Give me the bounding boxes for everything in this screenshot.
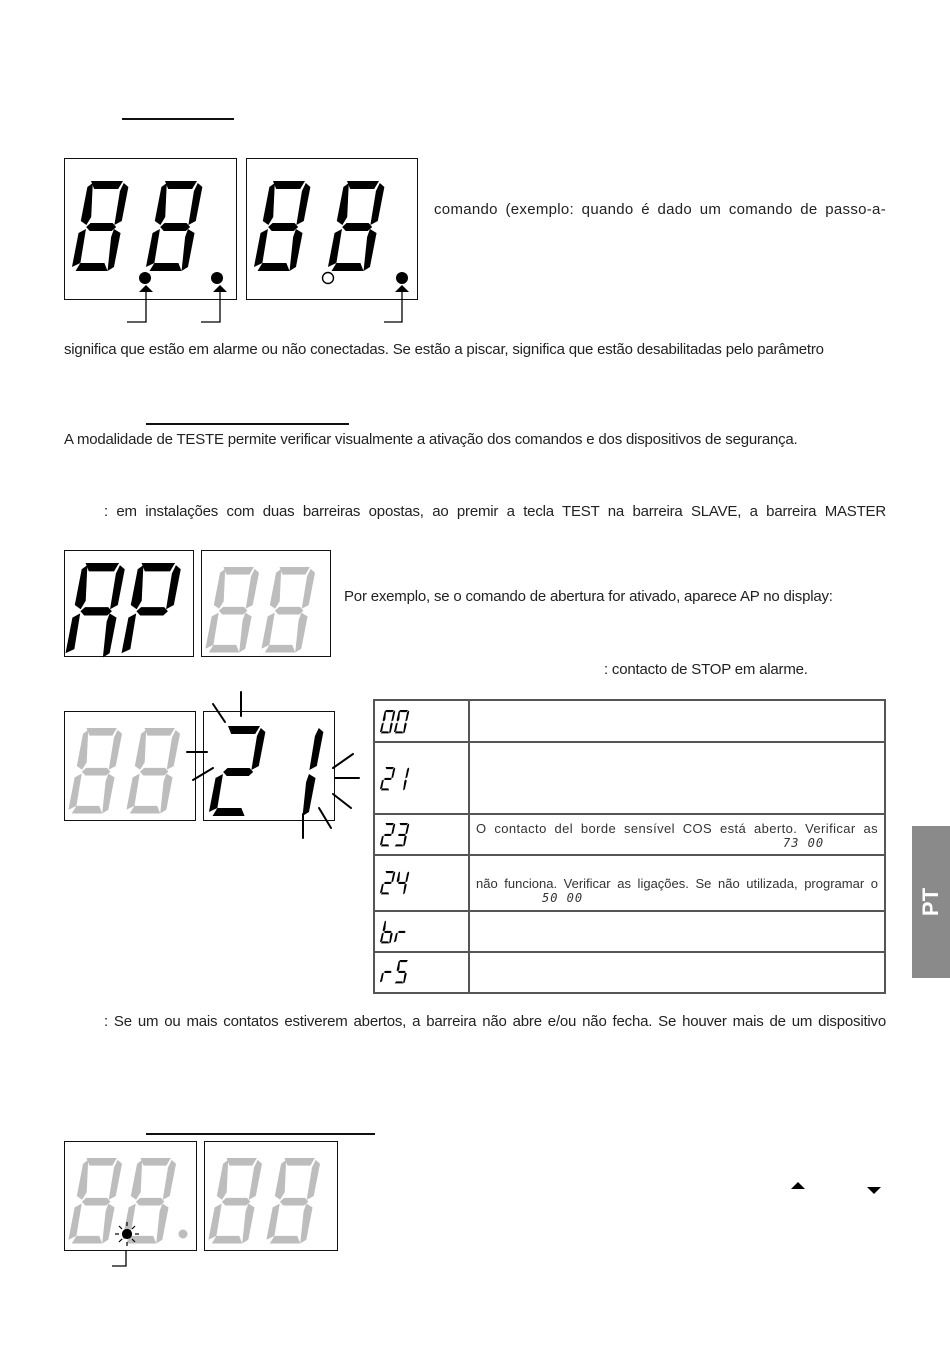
- desc-cell: [470, 912, 884, 951]
- code-cell: [375, 856, 470, 910]
- stop-alarm-text: : contacto de STOP em alarme.: [604, 661, 808, 678]
- section-3-heading-rule: [146, 1133, 375, 1135]
- digit-P: [122, 563, 182, 653]
- param-value: 73 00: [783, 836, 825, 850]
- desc-cell: [470, 856, 884, 910]
- table-row: [375, 815, 884, 856]
- digit-8-right: [328, 181, 385, 271]
- desc-cell: [470, 743, 884, 813]
- arrow-down-icon: [866, 1186, 882, 1196]
- inactive-display-panel-2: [64, 711, 196, 821]
- param-value: 50 00: [542, 891, 584, 905]
- language-tab-label: PT: [918, 887, 943, 917]
- table-row: [375, 701, 884, 743]
- test-intro-text: A modalidade de TESTE permite verificar visualmente a ativação dos comandos e dos dispositivos de segurança.: [64, 431, 798, 448]
- ap-display-panel: [64, 550, 194, 657]
- display-panel-right: [246, 158, 418, 300]
- code-cell: [375, 815, 470, 854]
- open-command-example-text: Por exemplo, se o comando de abertura for ativado, aparece AP no display:: [344, 588, 833, 605]
- alarm-codes-table: [373, 699, 886, 994]
- arrow-up-icon: [790, 1180, 806, 1190]
- desc-cell: [470, 815, 884, 854]
- table-row: [375, 912, 884, 953]
- table-row: [375, 743, 884, 815]
- code-cell: [375, 743, 470, 813]
- digit-A: [65, 563, 125, 658]
- display-panel-left: [64, 158, 237, 300]
- command-example-text: comando (exemplo: quando é dado um comando de passo-a-: [434, 201, 886, 218]
- digit-8-right: [146, 181, 203, 271]
- digit-8-left: [254, 181, 311, 271]
- desc-cell: [470, 701, 884, 741]
- inactive-display-panel: [201, 550, 331, 657]
- code-cell: [375, 701, 470, 741]
- contacts-note-text: : Se um ou mais contatos estiverem abertos, a barreira não abre e/ou não fecha. Se houver mais de um dispositivo: [104, 1013, 886, 1030]
- inactive-display-panel-3: [64, 1141, 197, 1251]
- desc-text: O contacto del borde sensível COS está aberto. Verificar as: [476, 821, 878, 836]
- table-row: [375, 953, 884, 992]
- digit-8-left: [72, 181, 129, 271]
- code-cell: [375, 953, 470, 992]
- language-tab-pt: [912, 826, 950, 978]
- blink-rays-icon: [185, 688, 365, 840]
- master-slave-text: : em instalações com duas barreiras opostas, ao premir a tecla TEST na barreira SLAVE, a barreira MASTER: [104, 503, 886, 520]
- desc-cell: [470, 953, 884, 992]
- desc-text: não funciona. Verificar as ligações. Se não utilizada, programar o: [476, 876, 878, 891]
- pointer-arrows: [120, 280, 420, 325]
- test-heading-rule: [146, 423, 349, 425]
- inactive-display-panel-4: [204, 1141, 338, 1251]
- alarm-status-text: significa que estão em alarme ou não conectadas. Se estão a piscar, significa que estão desabilitadas pelo parâmetro: [64, 341, 824, 358]
- code-cell: [375, 912, 470, 951]
- pointer-line: [110, 1250, 140, 1270]
- table-row: [375, 856, 884, 912]
- section-1-heading-rule: [122, 118, 234, 120]
